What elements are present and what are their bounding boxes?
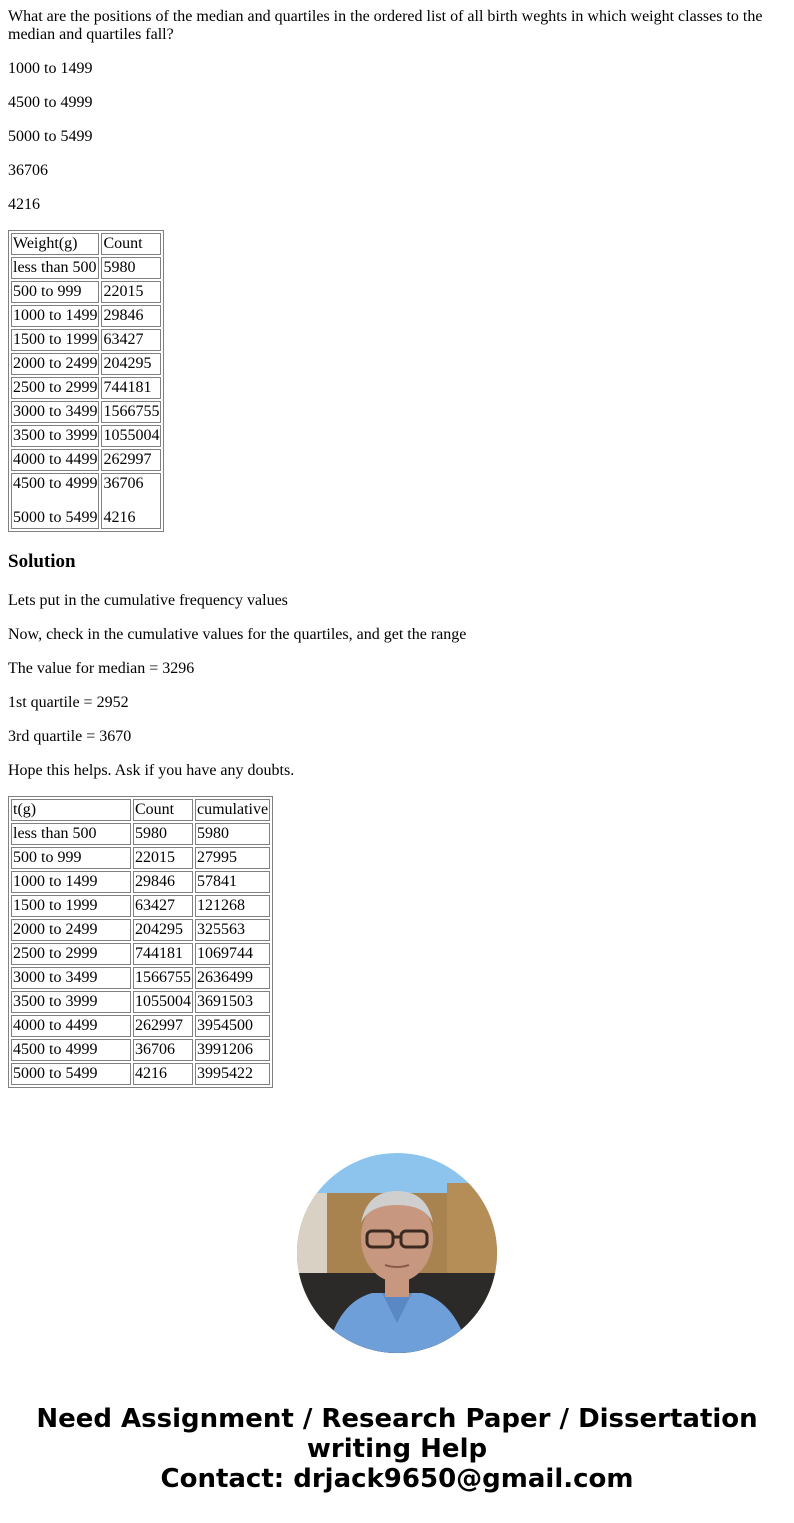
cumulative-cell: 3954500 xyxy=(195,1015,270,1037)
weight-cell: 4000 to 4499 xyxy=(11,449,99,471)
answer-option: 36706 xyxy=(8,162,48,179)
weight-cell: 500 to 999 xyxy=(11,281,99,303)
weight-cell: 5000 to 5499 xyxy=(11,1063,131,1085)
count-cell: 4216 xyxy=(133,1063,193,1085)
count-cell: 5980 xyxy=(133,823,193,845)
cumulative-table xyxy=(8,796,273,1088)
count-cell: 744181 xyxy=(101,377,161,399)
count-cell: 1566755 xyxy=(101,401,161,423)
cumulative-cell: 3991206 xyxy=(195,1039,270,1061)
cumulative-cell: 1069744 xyxy=(195,943,270,965)
solution-line: The value for median = 3296 xyxy=(8,660,195,677)
count-cell: 262997 xyxy=(101,449,161,471)
table-row xyxy=(11,353,161,375)
author-photo xyxy=(297,1153,497,1353)
table-row xyxy=(11,847,270,869)
table-row xyxy=(11,1039,270,1061)
weight-cell: 1000 to 1499 xyxy=(11,305,99,327)
header-cell: Count xyxy=(101,233,161,255)
weight-cell: less than 500 xyxy=(11,823,131,845)
count-cell: 5980 xyxy=(101,257,161,279)
table-row xyxy=(11,257,161,279)
table-row xyxy=(11,1015,270,1037)
question-text: What are the positions of the median and quartiles in the ordered list of all birth weghts in which weight classes to the median and quartiles fall? xyxy=(8,8,763,43)
footer-line: Need Assignment / Research Paper / Dissertation xyxy=(36,1404,758,1434)
cumulative-cell: 5980 xyxy=(195,823,270,845)
count-cell: 744181 xyxy=(133,943,193,965)
cumulative-cell: 3691503 xyxy=(195,991,270,1013)
table-row xyxy=(11,895,270,917)
count-cell: 29846 xyxy=(133,871,193,893)
count-cell: 29846 xyxy=(101,305,161,327)
count-cell: 1055004 xyxy=(133,991,193,1013)
solution-line: 1st quartile = 2952 xyxy=(8,694,129,711)
weight-value: 4500 to 4999 xyxy=(13,475,98,492)
table-row xyxy=(11,329,161,351)
table-row xyxy=(11,281,161,303)
weight-cell: 4000 to 4499 xyxy=(11,1015,131,1037)
solution-line: Lets put in the cumulative frequency values xyxy=(8,592,288,609)
solution-line: Hope this helps. Ask if you have any doubts. xyxy=(8,762,295,779)
count-cell: 63427 xyxy=(101,329,161,351)
weight-value: 5000 to 5499 xyxy=(13,509,98,526)
cumulative-cell: 2636499 xyxy=(195,967,270,989)
table-header-row xyxy=(11,233,161,255)
table-header-row xyxy=(11,799,270,821)
weight-cell: 1500 to 1999 xyxy=(11,895,131,917)
cumulative-cell: 57841 xyxy=(195,871,270,893)
count-cell: 262997 xyxy=(133,1015,193,1037)
footer-line: writing Help xyxy=(306,1434,488,1464)
answer-option: 4500 to 4999 xyxy=(8,94,93,111)
count-cell: 36706 xyxy=(133,1039,193,1061)
table-row xyxy=(11,871,270,893)
solution-line: 3rd quartile = 3670 xyxy=(8,728,132,745)
weight-cell: 3500 to 3999 xyxy=(11,425,99,447)
header-cell: t(g) xyxy=(11,799,131,821)
weight-cell: 500 to 999 xyxy=(11,847,131,869)
table-row xyxy=(11,919,270,941)
weight-cell: 1000 to 1499 xyxy=(11,871,131,893)
solution-line: Now, check in the cumulative values for the quartiles, and get the range xyxy=(8,626,467,643)
table-row xyxy=(11,305,161,327)
table-row xyxy=(11,991,270,1013)
count-cell: 1055004 xyxy=(101,425,161,447)
weight-count-table xyxy=(8,230,164,532)
weight-cell: 3500 to 3999 xyxy=(11,991,131,1013)
weight-cell: 1500 to 1999 xyxy=(11,329,99,351)
table-row xyxy=(11,401,161,423)
count-cell: 22015 xyxy=(133,847,193,869)
header-cell: Weight(g) xyxy=(11,233,99,255)
count-value: 4216 xyxy=(103,509,136,526)
cumulative-cell: 3995422 xyxy=(195,1063,270,1085)
weight-cell: 3000 to 3499 xyxy=(11,401,99,423)
header-cell: cumulative xyxy=(195,799,270,821)
weight-cell: 3000 to 3499 xyxy=(11,967,131,989)
table-row xyxy=(11,943,270,965)
count-cell: 204295 xyxy=(101,353,161,375)
count-cell xyxy=(101,473,161,529)
weight-cell: 2000 to 2499 xyxy=(11,353,99,375)
table-row xyxy=(11,473,161,529)
footer-banner xyxy=(0,1404,794,1494)
table-row xyxy=(11,449,161,471)
answer-option: 4216 xyxy=(8,196,40,213)
weight-cell: 2500 to 2999 xyxy=(11,943,131,965)
author-portrait-image xyxy=(297,1153,497,1353)
weight-cell: 2500 to 2999 xyxy=(11,377,99,399)
cumulative-cell: 121268 xyxy=(195,895,270,917)
cumulative-cell: 325563 xyxy=(195,919,270,941)
cumulative-cell: 27995 xyxy=(195,847,270,869)
weight-cell: 4500 to 4999 xyxy=(11,1039,131,1061)
weight-cell: less than 500 xyxy=(11,257,99,279)
footer-contact: Contact: drjack9650@gmail.com xyxy=(160,1464,634,1494)
header-cell: Count xyxy=(133,799,193,821)
count-cell: 204295 xyxy=(133,919,193,941)
table-row xyxy=(11,425,161,447)
count-cell: 22015 xyxy=(101,281,161,303)
weight-cell xyxy=(11,473,99,529)
table-row xyxy=(11,1063,270,1085)
count-cell: 1566755 xyxy=(133,967,193,989)
weight-cell: 2000 to 2499 xyxy=(11,919,131,941)
table-row xyxy=(11,823,270,845)
table-row xyxy=(11,377,161,399)
answer-option: 5000 to 5499 xyxy=(8,128,93,145)
page-content xyxy=(8,8,786,1104)
count-value: 36706 xyxy=(103,475,144,492)
count-cell: 63427 xyxy=(133,895,193,917)
answer-option: 1000 to 1499 xyxy=(8,60,93,77)
table-row xyxy=(11,967,270,989)
solution-heading: Solution xyxy=(8,551,76,572)
